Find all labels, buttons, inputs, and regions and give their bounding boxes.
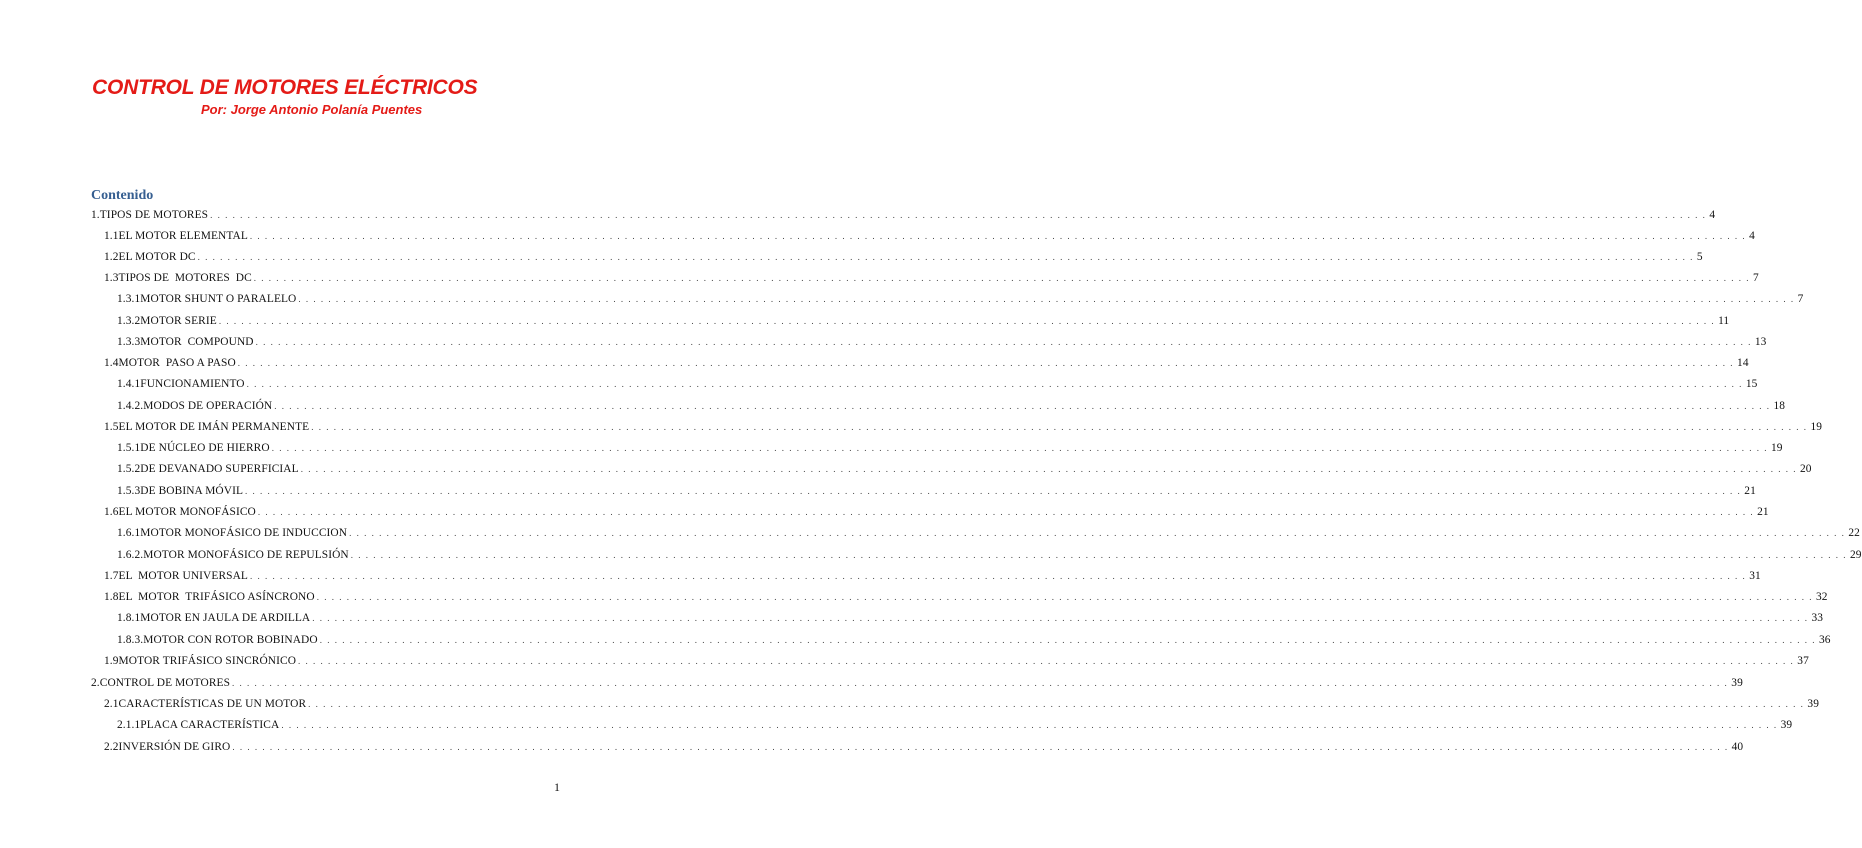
toc-entry-number: 1. — [91, 209, 100, 221]
toc-entry-page: 31 — [1749, 570, 1761, 582]
toc-entry-page: 22 — [1848, 527, 1860, 539]
toc-entry-label: TIPOS DE MOTORES DC — [118, 272, 252, 284]
toc-entry-leader-dots: . . . . . . . . . . . . . . . . . . . . . . . . . . . . . . . . . . . . . . . . . . . . . . . . . . . . . . . . . . . . . . . . . . . . . . . . . . . . . . . . . . . . . . . . . . . . . . . . . . . . . . . . . . . . . . . . . . . . . . . . . . . . . . . . . . . . . . . . . . . . . . . . . . . . . . . . . . . . . . . . . . . . . . . . . . . . . . . . . . . . . . . . . . . . . . . . . . . . . . . . — [274, 401, 1771, 411]
toc-entry-label: EL MOTOR TRIFÁSICO ASÍNCRONO — [118, 591, 315, 603]
toc-entry-leader-dots: . . . . . . . . . . . . . . . . . . . . . . . . . . . . . . . . . . . . . . . . . . . . . . . . . . . . . . . . . . . . . . . . . . . . . . . . . . . . . . . . . . . . . . . . . . . . . . . . . . . . . . . . . . . . . . . . . . . . . . . . . . . . . . . . . . . . . . . . . . . . . . . . . . . . . . . . . . . . . . . . . . . . . . . . . . . . . . . . . . . . . . . . . . . . . . . . . . . . . . . . — [253, 273, 1751, 283]
toc-entry[interactable] — [104, 230, 1755, 248]
toc-entry-label: MOTOR SERIE — [140, 315, 217, 327]
toc-entry[interactable] — [104, 357, 1749, 375]
toc-entry[interactable] — [104, 272, 1759, 290]
toc-entry-label: CARACTERÍSTICAS DE UN MOTOR — [118, 698, 307, 710]
toc-entry[interactable] — [117, 634, 1831, 652]
toc-entry-leader-dots: . . . . . . . . . . . . . . . . . . . . . . . . . . . . . . . . . . . . . . . . . . . . . . . . . . . . . . . . . . . . . . . . . . . . . . . . . . . . . . . . . . . . . . . . . . . . . . . . . . . . . . . . . . . . . . . . . . . . . . . . . . . . . . . . . . . . . . . . . . . . . . . . . . . . . . . . . . . . . . . . . . . . . . . . . . . . . . . . . . . . . . . . . . . . . . . . . . . . . . . . — [349, 528, 1846, 538]
toc-entry-label: MOTOR CON ROTOR BOBINADO — [143, 634, 318, 646]
toc-entry-page: 40 — [1731, 741, 1744, 753]
toc-entry-label: MOTOR MONOFÁSICO DE REPULSIÓN — [143, 549, 349, 561]
toc-entry-number: 1.5 — [104, 421, 119, 433]
toc-entry-label: CONTROL DE MOTORES — [99, 677, 231, 689]
toc-entry-number: 1.9 — [104, 655, 119, 667]
toc-entry[interactable] — [117, 336, 1767, 354]
toc-entry-label: MOTOR SHUNT O PARALELO — [140, 293, 297, 305]
toc-entry-page: 7 — [1797, 293, 1804, 305]
toc-entry[interactable] — [104, 421, 1823, 439]
toc-entry-label: DE DEVANADO SUPERFICIAL — [140, 463, 299, 475]
toc-entry-number: 2.2 — [104, 741, 119, 753]
toc-entry-leader-dots: . . . . . . . . . . . . . . . . . . . . . . . . . . . . . . . . . . . . . . . . . . . . . . . . . . . . . . . . . . . . . . . . . . . . . . . . . . . . . . . . . . . . . . . . . . . . . . . . . . . . . . . . . . . . . . . . . . . . . . . . . . . . . . . . . . . . . . . . . . . . . . . . . . . . . . . . . . . . . . . . . . . . . . . . . . . . . . . . . . . . . . . . . . . . . . . . . . . . . . . . — [249, 571, 1747, 581]
toc-entry-label: MOTOR TRIFÁSICO SINCRÓNICO — [118, 655, 297, 667]
toc-entry-page: 18 — [1773, 400, 1786, 412]
toc-entry-label: EL MOTOR DE IMÁN PERMANENTE — [118, 421, 310, 433]
toc-entry-label: MOTOR PASO A PASO — [118, 357, 236, 369]
toc-entry-number: 1.4.1 — [117, 378, 141, 390]
toc-entry-label: PLACA CARACTERÍSTICA — [140, 719, 280, 731]
toc-entry[interactable] — [117, 315, 1730, 333]
toc-entry-page: 11 — [1718, 315, 1730, 327]
toc-entry-number: 1.8.3. — [117, 634, 144, 646]
toc-entry-number: 1.3 — [104, 272, 119, 284]
toc-entry-leader-dots: . . . . . . . . . . . . . . . . . . . . . . . . . . . . . . . . . . . . . . . . . . . . . . . . . . . . . . . . . . . . . . . . . . . . . . . . . . . . . . . . . . . . . . . . . . . . . . . . . . . . . . . . . . . . . . . . . . . . . . . . . . . . . . . . . . . . . . . . . . . . . . . . . . . . . . . . . . . . . . . . . . . . . . . . . . . . . . . . . . . . . . . . . . . . . . . . . . . . . . . . — [197, 252, 1694, 262]
toc-entry-leader-dots: . . . . . . . . . . . . . . . . . . . . . . . . . . . . . . . . . . . . . . . . . . . . . . . . . . . . . . . . . . . . . . . . . . . . . . . . . . . . . . . . . . . . . . . . . . . . . . . . . . . . . . . . . . . . . . . . . . . . . . . . . . . . . . . . . . . . . . . . . . . . . . . . . . . . . . . . . . . . . . . . . . . . . . . . . . . . . . . . . . . . . . . . . . . . . . . . . . . . . . . . — [255, 337, 1752, 347]
toc-entry-page: 13 — [1754, 336, 1767, 348]
toc-entry[interactable] — [104, 698, 1819, 716]
toc-entry-page: 29 — [1850, 549, 1862, 561]
toc-entry[interactable] — [117, 442, 1783, 460]
toc-entry-leader-dots: . . . . . . . . . . . . . . . . . . . . . . . . . . . . . . . . . . . . . . . . . . . . . . . . . . . . . . . . . . . . . . . . . . . . . . . . . . . . . . . . . . . . . . . . . . . . . . . . . . . . . . . . . . . . . . . . . . . . . . . . . . . . . . . . . . . . . . . . . . . . . . . . . . . . . . . . . . . . . . . . . . . . . . . . . . . . . . . . . . . . . . . . . . . . . . . . . . . . . . . . — [319, 635, 1816, 645]
toc-entry-leader-dots: . . . . . . . . . . . . . . . . . . . . . . . . . . . . . . . . . . . . . . . . . . . . . . . . . . . . . . . . . . . . . . . . . . . . . . . . . . . . . . . . . . . . . . . . . . . . . . . . . . . . . . . . . . . . . . . . . . . . . . . . . . . . . . . . . . . . . . . . . . . . . . . . . . . . . . . . . . . . . . . . . . . . . . . . . . . . . . . . . . . . . . . . . . . . . . . . . . . . . . . . — [257, 507, 1755, 517]
toc-entry-number: 1.6 — [104, 506, 119, 518]
toc-entry[interactable] — [117, 378, 1758, 396]
toc-entry-leader-dots: . . . . . . . . . . . . . . . . . . . . . . . . . . . . . . . . . . . . . . . . . . . . . . . . . . . . . . . . . . . . . . . . . . . . . . . . . . . . . . . . . . . . . . . . . . . . . . . . . . . . . . . . . . . . . . . . . . . . . . . . . . . . . . . . . . . . . . . . . . . . . . . . . . . . . . . . . . . . . . . . . . . . . . . . . . . . . . . . . . . . . . . . . . . . . . . . . . . . . . . . — [232, 742, 1729, 752]
toc-entry-page: 19 — [1770, 442, 1783, 454]
toc-entry[interactable] — [104, 506, 1769, 524]
toc-entry[interactable] — [117, 527, 1860, 545]
toc-entry-leader-dots: . . . . . . . . . . . . . . . . . . . . . . . . . . . . . . . . . . . . . . . . . . . . . . . . . . . . . . . . . . . . . . . . . . . . . . . . . . . . . . . . . . . . . . . . . . . . . . . . . . . . . . . . . . . . . . . . . . . . . . . . . . . . . . . . . . . . . . . . . . . . . . . . . . . . . . . . . . . . . . . . . . . . . . . . . . . . . . . . . . . . . . . . . . . . . . . . . . . . . . . . — [350, 550, 1848, 560]
toc-entry-number: 1.5.3 — [117, 485, 141, 497]
toc-entry[interactable] — [91, 677, 1743, 695]
toc-entry[interactable] — [117, 549, 1862, 567]
toc-entry-number: 1.3.2 — [117, 315, 141, 327]
toc-entry-label: MOTOR MONOFÁSICO DE INDUCCION — [140, 527, 348, 539]
toc-entry-label: FUNCIONAMIENTO — [140, 378, 245, 390]
toc-entry-number: 1.6.1 — [117, 527, 141, 539]
toc-entry-label: MODOS DE OPERACIÓN — [143, 400, 273, 412]
toc-entry-label: EL MOTOR MONOFÁSICO — [118, 506, 256, 518]
toc-entry-leader-dots: . . . . . . . . . . . . . . . . . . . . . . . . . . . . . . . . . . . . . . . . . . . . . . . . . . . . . . . . . . . . . . . . . . . . . . . . . . . . . . . . . . . . . . . . . . . . . . . . . . . . . . . . . . . . . . . . . . . . . . . . . . . . . . . . . . . . . . . . . . . . . . . . . . . . . . . . . . . . . . . . . . . . . . . . . . . . . . . . . . . . . . . . . . . . . . . . . . . . . . . . — [298, 294, 1795, 304]
toc-entry-leader-dots: . . . . . . . . . . . . . . . . . . . . . . . . . . . . . . . . . . . . . . . . . . . . . . . . . . . . . . . . . . . . . . . . . . . . . . . . . . . . . . . . . . . . . . . . . . . . . . . . . . . . . . . . . . . . . . . . . . . . . . . . . . . . . . . . . . . . . . . . . . . . . . . . . . . . . . . . . . . . . . . . . . . . . . . . . . . . . . . . . . . . . . . . . . . . . . . . . . . . . . . . — [218, 316, 1716, 326]
toc-entry-leader-dots: . . . . . . . . . . . . . . . . . . . . . . . . . . . . . . . . . . . . . . . . . . . . . . . . . . . . . . . . . . . . . . . . . . . . . . . . . . . . . . . . . . . . . . . . . . . . . . . . . . . . . . . . . . . . . . . . . . . . . . . . . . . . . . . . . . . . . . . . . . . . . . . . . . . . . . . . . . . . . . . . . . . . . . . . . . . . . . . . . . . . . . . . . . . . . . . . . . . . . . . . — [210, 210, 1707, 220]
toc-entry-leader-dots: . . . . . . . . . . . . . . . . . . . . . . . . . . . . . . . . . . . . . . . . . . . . . . . . . . . . . . . . . . . . . . . . . . . . . . . . . . . . . . . . . . . . . . . . . . . . . . . . . . . . . . . . . . . . . . . . . . . . . . . . . . . . . . . . . . . . . . . . . . . . . . . . . . . . . . . . . . . . . . . . . . . . . . . . . . . . . . . . . . . . . . . . . . . . . . . . . . . . . . . . — [311, 422, 1808, 432]
toc-entry-leader-dots: . . . . . . . . . . . . . . . . . . . . . . . . . . . . . . . . . . . . . . . . . . . . . . . . . . . . . . . . . . . . . . . . . . . . . . . . . . . . . . . . . . . . . . . . . . . . . . . . . . . . . . . . . . . . . . . . . . . . . . . . . . . . . . . . . . . . . . . . . . . . . . . . . . . . . . . . . . . . . . . . . . . . . . . . . . . . . . . . . . . . . . . . . . . . . . . . . . . . . . . . — [271, 443, 1768, 453]
toc-entry-label: MOTOR EN JAULA DE ARDILLA — [140, 612, 311, 624]
toc-entry[interactable] — [117, 485, 1756, 503]
toc-entry-leader-dots: . . . . . . . . . . . . . . . . . . . . . . . . . . . . . . . . . . . . . . . . . . . . . . . . . . . . . . . . . . . . . . . . . . . . . . . . . . . . . . . . . . . . . . . . . . . . . . . . . . . . . . . . . . . . . . . . . . . . . . . . . . . . . . . . . . . . . . . . . . . . . . . . . . . . . . . . . . . . . . . . . . . . . . . . . . . . . . . . . . . . . . . . . . . . . . . . . . . . . . . . — [316, 592, 1813, 602]
toc-entry-page: 39 — [1731, 677, 1743, 689]
toc-entry-leader-dots: . . . . . . . . . . . . . . . . . . . . . . . . . . . . . . . . . . . . . . . . . . . . . . . . . . . . . . . . . . . . . . . . . . . . . . . . . . . . . . . . . . . . . . . . . . . . . . . . . . . . . . . . . . . . . . . . . . . . . . . . . . . . . . . . . . . . . . . . . . . . . . . . . . . . . . . . . . . . . . . . . . . . . . . . . . . . . . . . . . . . . . . . . . . . . . . . . . . . . . . . — [281, 720, 1778, 730]
toc-entry-page: 4 — [1709, 209, 1716, 221]
toc-entry-number: 1.8.1 — [117, 612, 141, 624]
toc-entry-leader-dots: . . . . . . . . . . . . . . . . . . . . . . . . . . . . . . . . . . . . . . . . . . . . . . . . . . . . . . . . . . . . . . . . . . . . . . . . . . . . . . . . . . . . . . . . . . . . . . . . . . . . . . . . . . . . . . . . . . . . . . . . . . . . . . . . . . . . . . . . . . . . . . . . . . . . . . . . . . . . . . . . . . . . . . . . . . . . . . . . . . . . . . . . . . . . . . . . . . . . . . . . — [245, 486, 1742, 496]
toc-entry-label: MOTOR COMPOUND — [140, 336, 254, 348]
toc-entry-page: 20 — [1799, 463, 1812, 475]
page-number: 1 — [554, 780, 560, 794]
toc-entry-page: 37 — [1797, 655, 1809, 667]
toc-entry-leader-dots: . . . . . . . . . . . . . . . . . . . . . . . . . . . . . . . . . . . . . . . . . . . . . . . . . . . . . . . . . . . . . . . . . . . . . . . . . . . . . . . . . . . . . . . . . . . . . . . . . . . . . . . . . . . . . . . . . . . . . . . . . . . . . . . . . . . . . . . . . . . . . . . . . . . . . . . . . . . . . . . . . . . . . . . . . . . . . . . . . . . . . . . . . . . . . . . . . . . . . . . . — [237, 358, 1735, 368]
toc-entry-leader-dots: . . . . . . . . . . . . . . . . . . . . . . . . . . . . . . . . . . . . . . . . . . . . . . . . . . . . . . . . . . . . . . . . . . . . . . . . . . . . . . . . . . . . . . . . . . . . . . . . . . . . . . . . . . . . . . . . . . . . . . . . . . . . . . . . . . . . . . . . . . . . . . . . . . . . . . . . . . . . . . . . . . . . . . . . . . . . . . . . . . . . . . . . . . . . . . . . . . . . . . . . — [298, 656, 1795, 666]
toc-entry-label: EL MOTOR DC — [118, 251, 196, 263]
toc-entry-page: 4 — [1749, 230, 1755, 242]
toc-entry-leader-dots: . . . . . . . . . . . . . . . . . . . . . . . . . . . . . . . . . . . . . . . . . . . . . . . . . . . . . . . . . . . . . . . . . . . . . . . . . . . . . . . . . . . . . . . . . . . . . . . . . . . . . . . . . . . . . . . . . . . . . . . . . . . . . . . . . . . . . . . . . . . . . . . . . . . . . . . . . . . . . . . . . . . . . . . . . . . . . . . . . . . . . . . . . . . . . . . . . . . . . . . . — [249, 231, 1747, 241]
toc-entry[interactable] — [117, 400, 1786, 418]
toc-entry-label: EL MOTOR ELEMENTAL — [118, 230, 248, 242]
toc-entry[interactable] — [104, 591, 1828, 609]
toc-entry-number: 1.5.2 — [117, 463, 141, 475]
toc-entry-leader-dots: . . . . . . . . . . . . . . . . . . . . . . . . . . . . . . . . . . . . . . . . . . . . . . . . . . . . . . . . . . . . . . . . . . . . . . . . . . . . . . . . . . . . . . . . . . . . . . . . . . . . . . . . . . . . . . . . . . . . . . . . . . . . . . . . . . . . . . . . . . . . . . . . . . . . . . . . . . . . . . . . . . . . . . . . . . . . . . . . . . . . . . . . . . . . . . . . . . . . . . . . — [246, 379, 1743, 389]
toc-entry[interactable] — [104, 741, 1744, 759]
toc-entry-page: 32 — [1815, 591, 1828, 603]
toc-entry[interactable] — [117, 293, 1804, 311]
toc-entry-number: 1.3.3 — [117, 336, 141, 348]
toc-heading: Contenido — [91, 188, 154, 203]
toc-entry-label: TIPOS DE MOTORES — [99, 209, 209, 221]
toc-entry[interactable] — [117, 463, 1812, 481]
document-title: CONTROL DE MOTORES ELÉCTRICOS — [92, 76, 478, 99]
toc-entry-number: 2.1 — [104, 698, 119, 710]
toc-entry-number: 1.2 — [104, 251, 119, 263]
toc-entry-page: 21 — [1757, 506, 1769, 518]
toc-entry-leader-dots: . . . . . . . . . . . . . . . . . . . . . . . . . . . . . . . . . . . . . . . . . . . . . . . . . . . . . . . . . . . . . . . . . . . . . . . . . . . . . . . . . . . . . . . . . . . . . . . . . . . . . . . . . . . . . . . . . . . . . . . . . . . . . . . . . . . . . . . . . . . . . . . . . . . . . . . . . . . . . . . . . . . . . . . . . . . . . . . . . . . . . . . . . . . . . . . . . . . . . . . . — [232, 678, 1729, 688]
toc-entry-number: 1.8 — [104, 591, 119, 603]
toc-entry-label: EL MOTOR UNIVERSAL — [118, 570, 248, 582]
toc-entry-page: 5 — [1696, 251, 1703, 263]
toc-entry-page: 21 — [1744, 485, 1756, 497]
toc-entry-number: 1.7 — [104, 570, 119, 582]
toc-entry-label: DE BOBINA MÓVIL — [140, 485, 244, 497]
toc-entry-number: 2. — [91, 677, 100, 689]
toc-entry-leader-dots: . . . . . . . . . . . . . . . . . . . . . . . . . . . . . . . . . . . . . . . . . . . . . . . . . . . . . . . . . . . . . . . . . . . . . . . . . . . . . . . . . . . . . . . . . . . . . . . . . . . . . . . . . . . . . . . . . . . . . . . . . . . . . . . . . . . . . . . . . . . . . . . . . . . . . . . . . . . . . . . . . . . . . . . . . . . . . . . . . . . . . . . . . . . . . . . . . . . . . . . . — [312, 613, 1809, 623]
toc-entry-page: 39 — [1807, 698, 1819, 710]
toc-entry-page: 39 — [1780, 719, 1793, 731]
toc-entry[interactable] — [104, 655, 1809, 673]
toc-entry-page: 7 — [1753, 272, 1759, 284]
toc-entry-leader-dots: . . . . . . . . . . . . . . . . . . . . . . . . . . . . . . . . . . . . . . . . . . . . . . . . . . . . . . . . . . . . . . . . . . . . . . . . . . . . . . . . . . . . . . . . . . . . . . . . . . . . . . . . . . . . . . . . . . . . . . . . . . . . . . . . . . . . . . . . . . . . . . . . . . . . . . . . . . . . . . . . . . . . . . . . . . . . . . . . . . . . . . . . . . . . . . . . . . . . . . . . — [300, 464, 1797, 474]
document-author: Por: Jorge Antonio Polanía Puentes — [201, 102, 423, 117]
toc-entry-page: 19 — [1810, 421, 1823, 433]
toc-entry-number: 1.1 — [104, 230, 119, 242]
toc-entry-page: 15 — [1745, 378, 1758, 390]
toc-entry-number: 1.4.2. — [117, 400, 144, 412]
toc-entry-page: 14 — [1737, 357, 1749, 369]
toc-entry-number: 2.1.1 — [117, 719, 141, 731]
toc-entry[interactable] — [91, 209, 1716, 227]
toc-entry-number: 1.5.1 — [117, 442, 141, 454]
toc-entry-label: INVERSIÓN DE GIRO — [118, 741, 231, 753]
toc-entry-number: 1.4 — [104, 357, 119, 369]
toc-entry-label: DE NÚCLEO DE HIERRO — [140, 442, 270, 454]
toc-entry[interactable] — [117, 612, 1824, 630]
toc-entry-page: 36 — [1818, 634, 1831, 646]
toc-entry[interactable] — [117, 719, 1793, 737]
toc-entry-page: 33 — [1811, 612, 1824, 624]
toc-entry-number: 1.6.2. — [117, 549, 144, 561]
toc-entry-leader-dots: . . . . . . . . . . . . . . . . . . . . . . . . . . . . . . . . . . . . . . . . . . . . . . . . . . . . . . . . . . . . . . . . . . . . . . . . . . . . . . . . . . . . . . . . . . . . . . . . . . . . . . . . . . . . . . . . . . . . . . . . . . . . . . . . . . . . . . . . . . . . . . . . . . . . . . . . . . . . . . . . . . . . . . . . . . . . . . . . . . . . . . . . . . . . . . . . . . . . . . . . — [308, 699, 1805, 709]
toc-entry[interactable] — [104, 251, 1703, 269]
toc-entry-number: 1.3.1 — [117, 293, 141, 305]
toc-entry[interactable] — [104, 570, 1761, 588]
